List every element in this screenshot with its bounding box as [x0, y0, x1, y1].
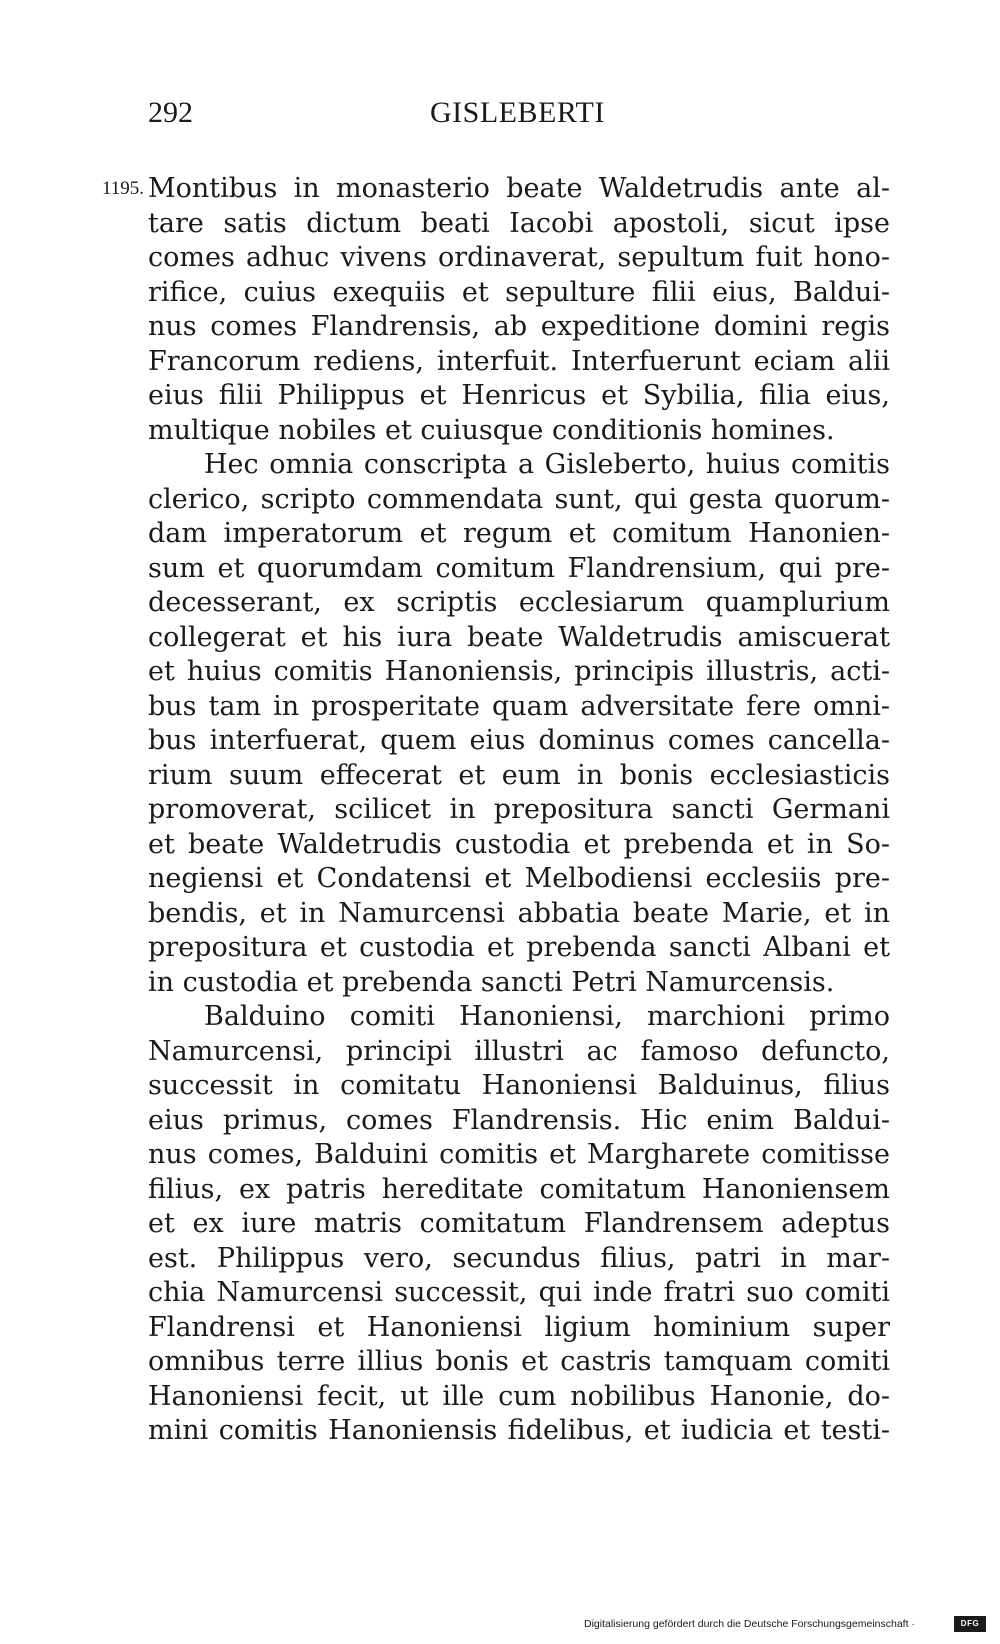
running-title: GISLEBERTI: [430, 96, 605, 129]
text-line: eius primus, comes Flandrensis. Hic enim Baldui-: [148, 1104, 890, 1136]
text-line: dam imperatorum et regum et comitum Hanonien-: [148, 518, 890, 549]
text-line: Flandrensi et Hanoniensi ligium hominium super: [148, 1311, 890, 1343]
text-line: successit in comitatu Hanoniensi Balduinus, filius: [148, 1070, 890, 1101]
text-line: Montibus in monasterio beate Waldetrudis ante al-: [148, 173, 890, 204]
text-line: rifice, cuius exequiis et sepulture filii eius, Baldui-: [148, 276, 890, 308]
text-line: Namurcensi, principi illustri ac famoso defuncto,: [148, 1035, 890, 1067]
text-line: Hanoniensi fecit, ut ille cum nobilibus Hanonie, do-: [148, 1380, 890, 1412]
text-line: comes adhuc vivens ordinaverat, sepultum fuit hono-: [148, 242, 890, 273]
text-line: est. Philippus vero, secundus filius, patri in mar-: [148, 1242, 890, 1274]
text-line: nus comes Flandrensis, ab expeditione domini regis: [148, 311, 890, 342]
text-line: tare satis dictum beati Iacobi apostoli, sicut ipse: [148, 207, 890, 239]
text-line: in custodia et prebenda sancti Petri Namurcensis.: [148, 966, 835, 998]
body-text: [148, 172, 890, 1449]
page-header: [148, 96, 890, 136]
text-line: filius, ex patris hereditate comitatum Hanoniensem: [148, 1173, 890, 1205]
text-line: Hec omnia conscripta a Gisleberto, huius comitis: [204, 449, 890, 480]
text-line: et beate Waldetrudis custodia et prebenda et in So-: [148, 828, 890, 860]
text-line: et huius comitis Hanoniensis, principis illustris, acti-: [148, 656, 890, 687]
text-line: bus tam in prosperitate quam adversitate fere omni-: [148, 690, 890, 722]
margin-year-note: 1195.: [102, 178, 145, 199]
text-line: nus comes, Balduini comitis et Margharete comitisse: [148, 1139, 890, 1170]
text-line: prepositura et custodia et prebenda sancti Albani et: [148, 932, 890, 963]
text-line: sum et quorumdam comitum Flandrensium, qui pre-: [148, 552, 890, 584]
text-line: rium suum effecerat et eum in bonis ecclesiasticis: [148, 759, 890, 791]
dfg-logo: DFG: [954, 1616, 986, 1632]
text-line: bendis, et in Namurcensi abbatia beate Marie, et in: [148, 897, 890, 929]
text-line: collegerat et his iura beate Waldetrudis amiscuerat: [148, 621, 890, 653]
text-line: Balduino comiti Hanoniensi, marchioni primo: [204, 1001, 890, 1032]
text-line: multique nobiles et cuiusque conditionis homines.: [148, 414, 835, 446]
text-line: mini comitis Hanoniensis fidelibus, et iudicia et testi-: [148, 1415, 890, 1446]
text-line: clerico, scripto commendata sunt, qui gesta quorum-: [148, 483, 890, 515]
text-line: Francorum rediens, interfuit. Interfuerunt eciam alii: [148, 345, 890, 377]
text-line: negiensi et Condatensi et Melbodiensi ecclesiis pre-: [148, 863, 890, 894]
text-line: chia Namurcensi successit, qui inde fratri suo comiti: [148, 1277, 890, 1308]
text-line: eius filii Philippus et Henricus et Sybilia, filia eius,: [148, 380, 890, 411]
page-number: 292: [148, 96, 193, 129]
text-line: omnibus terre illius bonis et castris tamquam comiti: [148, 1346, 890, 1377]
digitization-credit: Digitalisierung gefördert durch die Deutsche Forschungsgemeinschaft ·: [584, 1618, 915, 1630]
text-line: et ex iure matris comitatum Flandrensem adeptus: [148, 1208, 890, 1239]
text-line: decesserant, ex scriptis ecclesiarum quamplurium: [148, 587, 890, 618]
text-line: bus interfuerat, quem eius dominus comes cancella-: [148, 725, 890, 756]
text-line: promoverat, scilicet in prepositura sancti Germani: [148, 794, 890, 825]
